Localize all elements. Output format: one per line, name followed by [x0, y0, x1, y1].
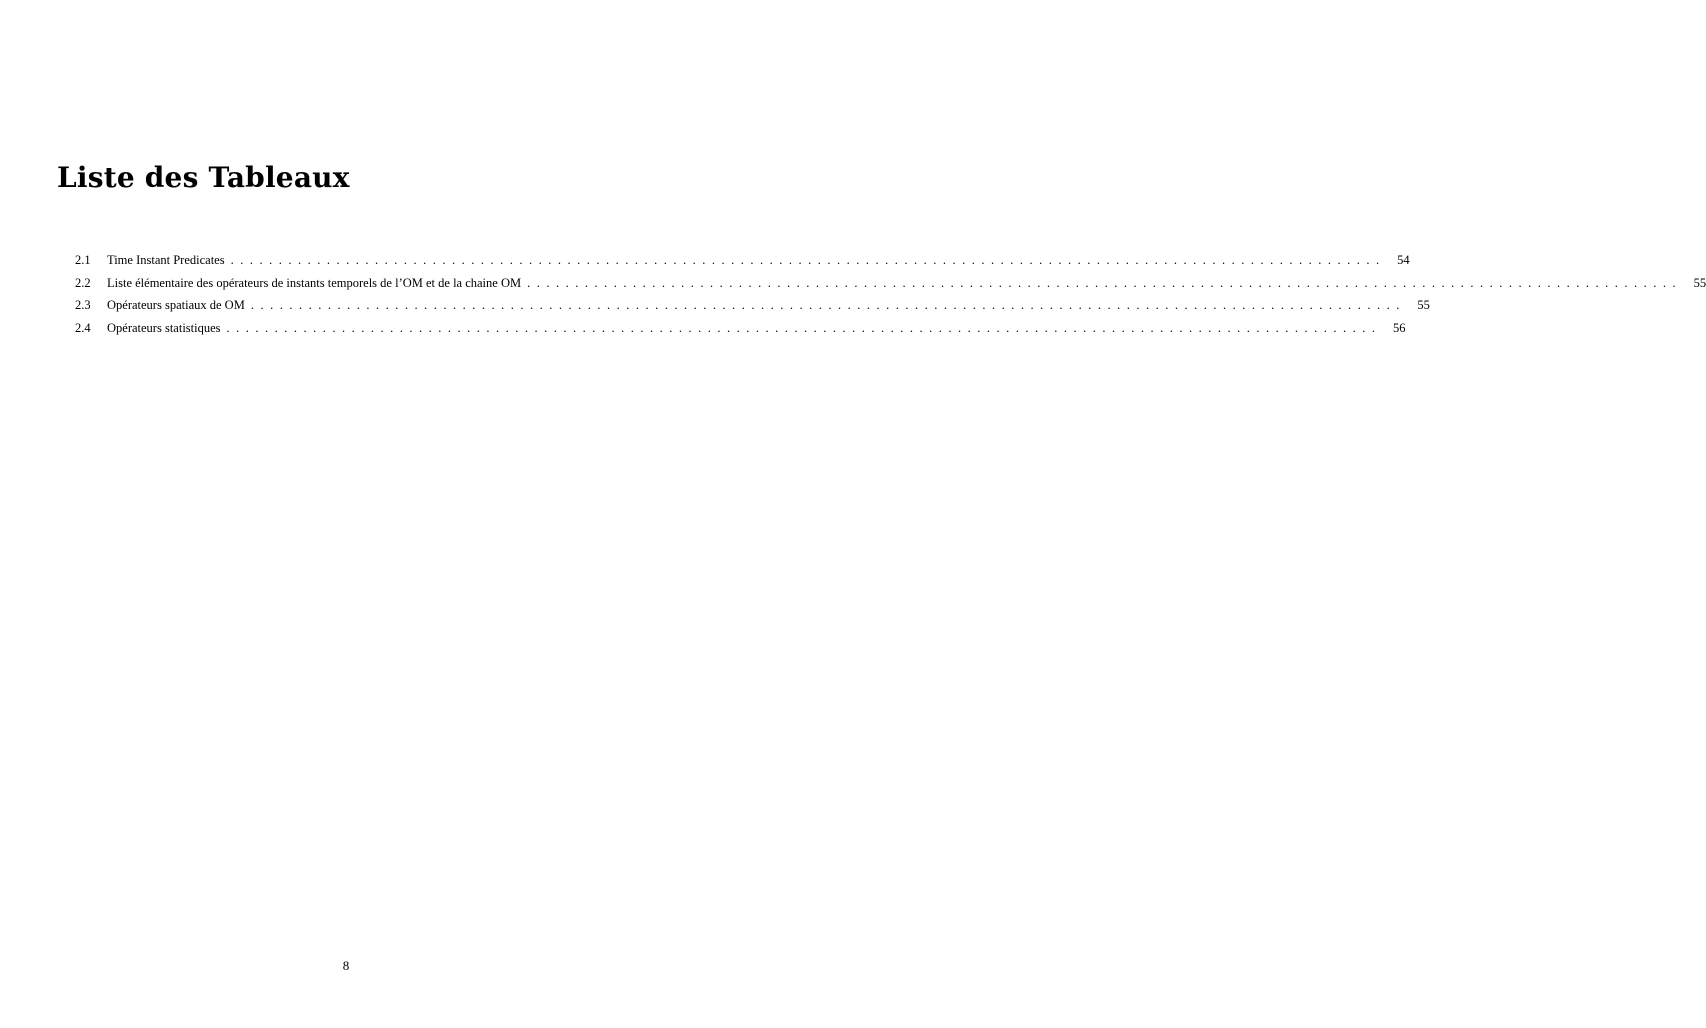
toc-entry-label: Opérateurs spatiaux de OM	[107, 298, 245, 313]
toc-entry-page: 54	[1397, 253, 1410, 267]
dot-leader: ........................................................................................................................	[226, 321, 1382, 336]
toc-entry-number: 2.2	[75, 275, 91, 290]
toc-entry-number: 2.1	[75, 253, 91, 267]
toc-entry[interactable]	[75, 317, 1406, 340]
toc-entry-page: 55	[1417, 298, 1430, 313]
table-list	[75, 249, 1706, 340]
toc-entry-page: 56	[1393, 321, 1406, 336]
toc-entry-label: Opérateurs statistiques	[107, 321, 221, 336]
dot-leader: ........................................................................................................................	[250, 298, 1406, 313]
toc-entry-label: Time Instant Predicates	[107, 253, 225, 267]
page-number: 8	[342, 958, 350, 973]
toc-entry[interactable]	[75, 272, 1706, 295]
toc-entry-label: Liste élémentaire des opérateurs de instants temporels de l’OM et de la chaine OM	[107, 275, 522, 290]
dot-leader: ........................................................................................................................	[230, 253, 1386, 267]
page-title: Liste des Tableaux	[57, 161, 350, 194]
toc-entry-number: 2.4	[75, 321, 91, 336]
toc-entry[interactable]	[75, 249, 1410, 272]
toc-entry-page: 55	[1693, 275, 1706, 290]
toc-entry-number: 2.3	[75, 298, 91, 313]
dot-leader: ........................................................................................................................	[527, 275, 1683, 290]
toc-entry[interactable]	[75, 294, 1430, 317]
